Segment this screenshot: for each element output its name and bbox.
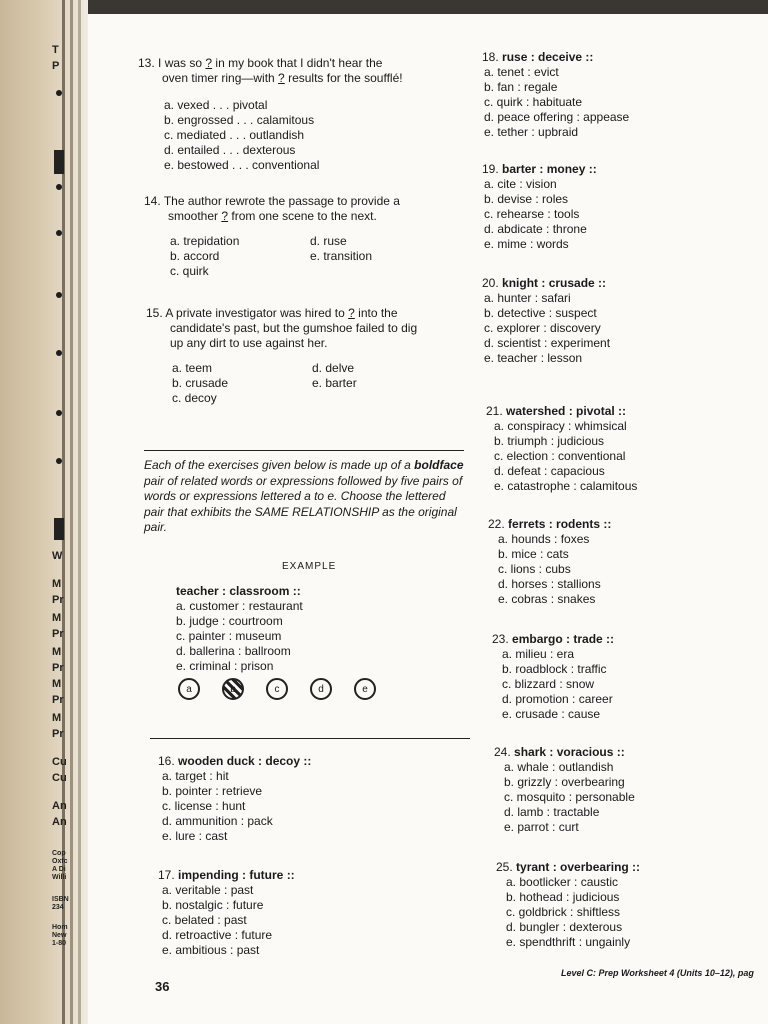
answer-option: c. mosquito : personable [504, 790, 635, 804]
binder-mark [54, 150, 64, 174]
answer-option: c. quirk [170, 264, 209, 278]
answer-option: c. rehearse : tools [484, 207, 580, 221]
answer-option: d. delve [312, 361, 355, 375]
answer-option: b. crusade [172, 376, 229, 390]
binder-tab: Cu [52, 756, 67, 768]
question-number: 21. [486, 404, 503, 418]
blank-marker: ? [205, 56, 213, 70]
question-number: 15. [146, 306, 163, 320]
question-stem: oven timer ring—with [162, 71, 279, 85]
question-14 [144, 194, 474, 279]
answer-option: a. target : hit [162, 769, 229, 783]
answer-option: c. blizzard : snow [502, 677, 595, 691]
binder-tab: Cu [52, 772, 67, 784]
analogy-pair: watershed : pivotal :: [506, 404, 627, 418]
binder-tab: M [52, 712, 62, 724]
answer-option: e. teacher : lesson [484, 351, 583, 365]
answer-option: d. abdicate : throne [484, 222, 587, 236]
question-stem: into the [354, 306, 398, 320]
analogy-pair: ferrets : rodents :: [508, 517, 612, 531]
instruction-text: pair of related words or expressions followed by five pairs of words or expressions lettered a to e. Choose the lettered pair that exhibits the SAME RELATIONSHIP as the original pair. [144, 473, 463, 534]
binder-hole [56, 350, 62, 356]
answer-option: e. lure : cast [162, 829, 228, 843]
question-number: 16. [158, 754, 175, 768]
answer-option: b. fan : regale [484, 80, 558, 94]
analogy-pair: embargo : trade :: [512, 632, 615, 646]
binder-tab: Pr [52, 662, 64, 674]
answer-option: d. ruse [310, 234, 347, 248]
question-stem: The author rewrote the passage to provide a [163, 194, 400, 208]
binder-tab: Pr [52, 594, 64, 606]
answer-bubble-a: a [178, 678, 200, 700]
blank-marker: ? [278, 71, 285, 85]
answer-option: d. scientist : experiment [484, 336, 611, 350]
analogy-instructions [144, 458, 464, 536]
question-stem: candidate's past, but the gumshoe failed to dig [170, 321, 418, 335]
analogy-21 [486, 404, 756, 494]
analogy-20 [482, 276, 752, 366]
instruction-bold: boldface [414, 458, 464, 472]
answer-option: a. veritable : past [162, 883, 254, 897]
page-edge [78, 0, 81, 1024]
answer-option: a. hounds : foxes [498, 532, 590, 546]
question-number: 23. [492, 632, 509, 646]
question-stem: in my book that I didn't hear the [212, 56, 383, 70]
blank-marker: ? [221, 209, 229, 223]
answer-bubble-d: d [310, 678, 332, 700]
binder-tab: M [52, 646, 62, 658]
question-stem: up any dirt to use against her. [170, 336, 328, 350]
answer-option: e. criminal : prison [176, 659, 274, 673]
analogy-16 [158, 754, 458, 844]
binder-tab: W [52, 550, 63, 562]
answer-option: c. explorer : discovery [484, 321, 601, 335]
answer-option: c. license : hunt [162, 799, 246, 813]
question-number: 19. [482, 162, 499, 176]
answer-option: c. goldbrick : shiftless [506, 905, 621, 919]
example-label: EXAMPLE [282, 561, 337, 572]
binder-small-text: Hom [52, 924, 68, 931]
question-number: 25. [496, 860, 513, 874]
question-number: 22. [488, 517, 505, 531]
answer-option: c. decoy [172, 391, 217, 405]
answer-bubble-b-filled: b [222, 678, 244, 700]
binder-small-text: New [52, 932, 67, 939]
binder-tab: An [52, 800, 67, 812]
answer-option: a. cite : vision [484, 177, 557, 191]
answer-option: b. roadblock : traffic [502, 662, 607, 676]
analogy-25 [496, 860, 766, 950]
question-number: 14. [144, 194, 161, 208]
binder-hole [56, 292, 62, 298]
question-stem: A private investigator was hired to [165, 306, 349, 320]
answer-bubble-e: e [354, 678, 376, 700]
binder-tab: Pr [52, 694, 64, 706]
example-answer-bubbles [178, 678, 376, 700]
binder-small-text: Cop [52, 850, 66, 857]
answer-option: b. detective : suspect [484, 306, 597, 320]
analogy-pair: knight : crusade :: [502, 276, 607, 290]
answer-option: d. bungler : dexterous [506, 920, 623, 934]
answer-option: a. vexed . . . pivotal [164, 98, 268, 112]
answer-option: c. mediated . . . outlandish [164, 128, 305, 142]
question-stem: I was so [158, 56, 206, 70]
binder-tab: M [52, 678, 62, 690]
answer-option: a. milieu : era [502, 647, 575, 661]
answer-option: e. cobras : snakes [498, 592, 596, 606]
answer-option: d. horses : stallions [498, 577, 601, 591]
blank-marker: ? [348, 306, 355, 320]
example-pair: teacher : classroom :: [176, 584, 301, 598]
analogy-pair: tyrant : overbearing :: [516, 860, 641, 874]
analogy-22 [488, 517, 758, 607]
binder-hole [56, 458, 62, 464]
instruction-text: Each of the exercises given below is made up of a [144, 458, 415, 472]
binder-small-text: Oxfc [52, 858, 68, 865]
analogy-19 [482, 162, 752, 252]
question-number: 13. [138, 56, 155, 70]
answer-option: d. ballerina : ballroom [176, 644, 291, 658]
question-number: 24. [494, 745, 511, 759]
binder-hole [56, 184, 62, 190]
answer-option: a. tenet : evict [484, 65, 559, 79]
question-number: 18. [482, 50, 499, 64]
answer-option: b. nostalgic : future [162, 898, 264, 912]
answer-option: c. belated : past [162, 913, 247, 927]
answer-option: b. engrossed . . . calamitous [164, 113, 315, 127]
question-stem: from one scene to the next. [228, 209, 377, 223]
question-number: 17. [158, 868, 175, 882]
binder-small-text: A Di [52, 866, 66, 873]
analogy-pair: impending : future :: [178, 868, 295, 882]
answer-option: e. mime : words [484, 237, 569, 251]
answer-option: b. accord [170, 249, 220, 263]
answer-option: e. crusade : cause [502, 707, 601, 721]
question-13 [138, 56, 468, 173]
answer-option: c. quirk : habituate [484, 95, 583, 109]
binder-small-text: 1-80 [52, 940, 67, 947]
answer-option: b. mice : cats [498, 547, 569, 561]
answer-option: e. catastrophe : calamitous [494, 479, 638, 493]
binder-hole [56, 230, 62, 236]
analogy-24 [494, 745, 764, 835]
answer-option: b. judge : courtroom [176, 614, 283, 628]
binder-tab: Pr [52, 628, 64, 640]
answer-option: e. ambitious : past [162, 943, 260, 957]
answer-option: a. hunter : safari [484, 291, 571, 305]
binder-hole [56, 90, 62, 96]
analogy-18 [482, 50, 752, 140]
answer-option: d. ammunition : pack [162, 814, 273, 828]
binder-tab: M [52, 578, 62, 590]
binder-tab: Pr [52, 728, 64, 740]
answer-option: a. customer : restaurant [176, 599, 303, 613]
page-edge [70, 0, 73, 1024]
answer-option: a. teem [172, 361, 213, 375]
question-stem: smoother [168, 209, 222, 223]
answer-option: d. peace offering : appease [484, 110, 630, 124]
answer-option: d. retroactive : future [162, 928, 273, 942]
question-number: 20. [482, 276, 499, 290]
answer-option: e. spendthrift : ungainly [506, 935, 631, 949]
answer-option: a. bootlicker : caustic [506, 875, 619, 889]
answer-option: d. defeat : capacious [494, 464, 605, 478]
binder-small-text: 234 [52, 904, 64, 911]
answer-option: b. devise : roles [484, 192, 569, 206]
answer-option: c. election : conventional [494, 449, 626, 463]
answer-option: b. triumph : judicious [494, 434, 605, 448]
page-footer: Level C: Prep Worksheet 4 (Units 10–12), pag [561, 968, 754, 978]
analogy-17 [158, 868, 458, 958]
answer-option: e. transition [310, 249, 373, 263]
analogy-pair: ruse : deceive :: [502, 50, 594, 64]
page-number: 36 [155, 979, 170, 994]
section-divider [150, 738, 470, 739]
binder-tab: P [52, 60, 60, 72]
binder-hole [56, 410, 62, 416]
analogy-pair: shark : voracious :: [514, 745, 625, 759]
binder-small-text: ISBN [52, 896, 69, 903]
analogy-pair: wooden duck : decoy :: [178, 754, 312, 768]
answer-option: a. conspiracy : whimsical [494, 419, 627, 433]
binder-spine [0, 0, 88, 1024]
answer-option: c. painter : museum [176, 629, 282, 643]
answer-option: b. hothead : judicious [506, 890, 620, 904]
answer-option: b. grizzly : overbearing [504, 775, 625, 789]
section-divider [144, 450, 464, 451]
answer-option: b. pointer : retrieve [162, 784, 263, 798]
answer-option: d. lamb : tractable [504, 805, 600, 819]
answer-option: e. tether : upbraid [484, 125, 579, 139]
answer-option: e. bestowed . . . conventional [164, 158, 320, 172]
analogy-23 [492, 632, 762, 722]
answer-option: c. lions : cubs [498, 562, 571, 576]
answer-bubble-c: c [266, 678, 288, 700]
question-stem: results for the soufflé! [284, 71, 403, 85]
example-analogy [176, 584, 456, 674]
analogy-pair: barter : money :: [502, 162, 597, 176]
answer-option: a. whale : outlandish [504, 760, 614, 774]
binder-small-text: Willi [52, 874, 67, 881]
answer-option: e. parrot : curt [504, 820, 579, 834]
binder-tab: An [52, 816, 67, 828]
answer-option: e. barter [312, 376, 357, 390]
answer-option: d. entailed . . . dexterous [164, 143, 296, 157]
binder-mark [54, 518, 64, 540]
binder-tab: M [52, 612, 62, 624]
binder-tab: T [52, 44, 59, 56]
answer-option: d. promotion : career [502, 692, 613, 706]
question-15 [146, 306, 476, 406]
answer-option: a. trepidation [170, 234, 240, 248]
